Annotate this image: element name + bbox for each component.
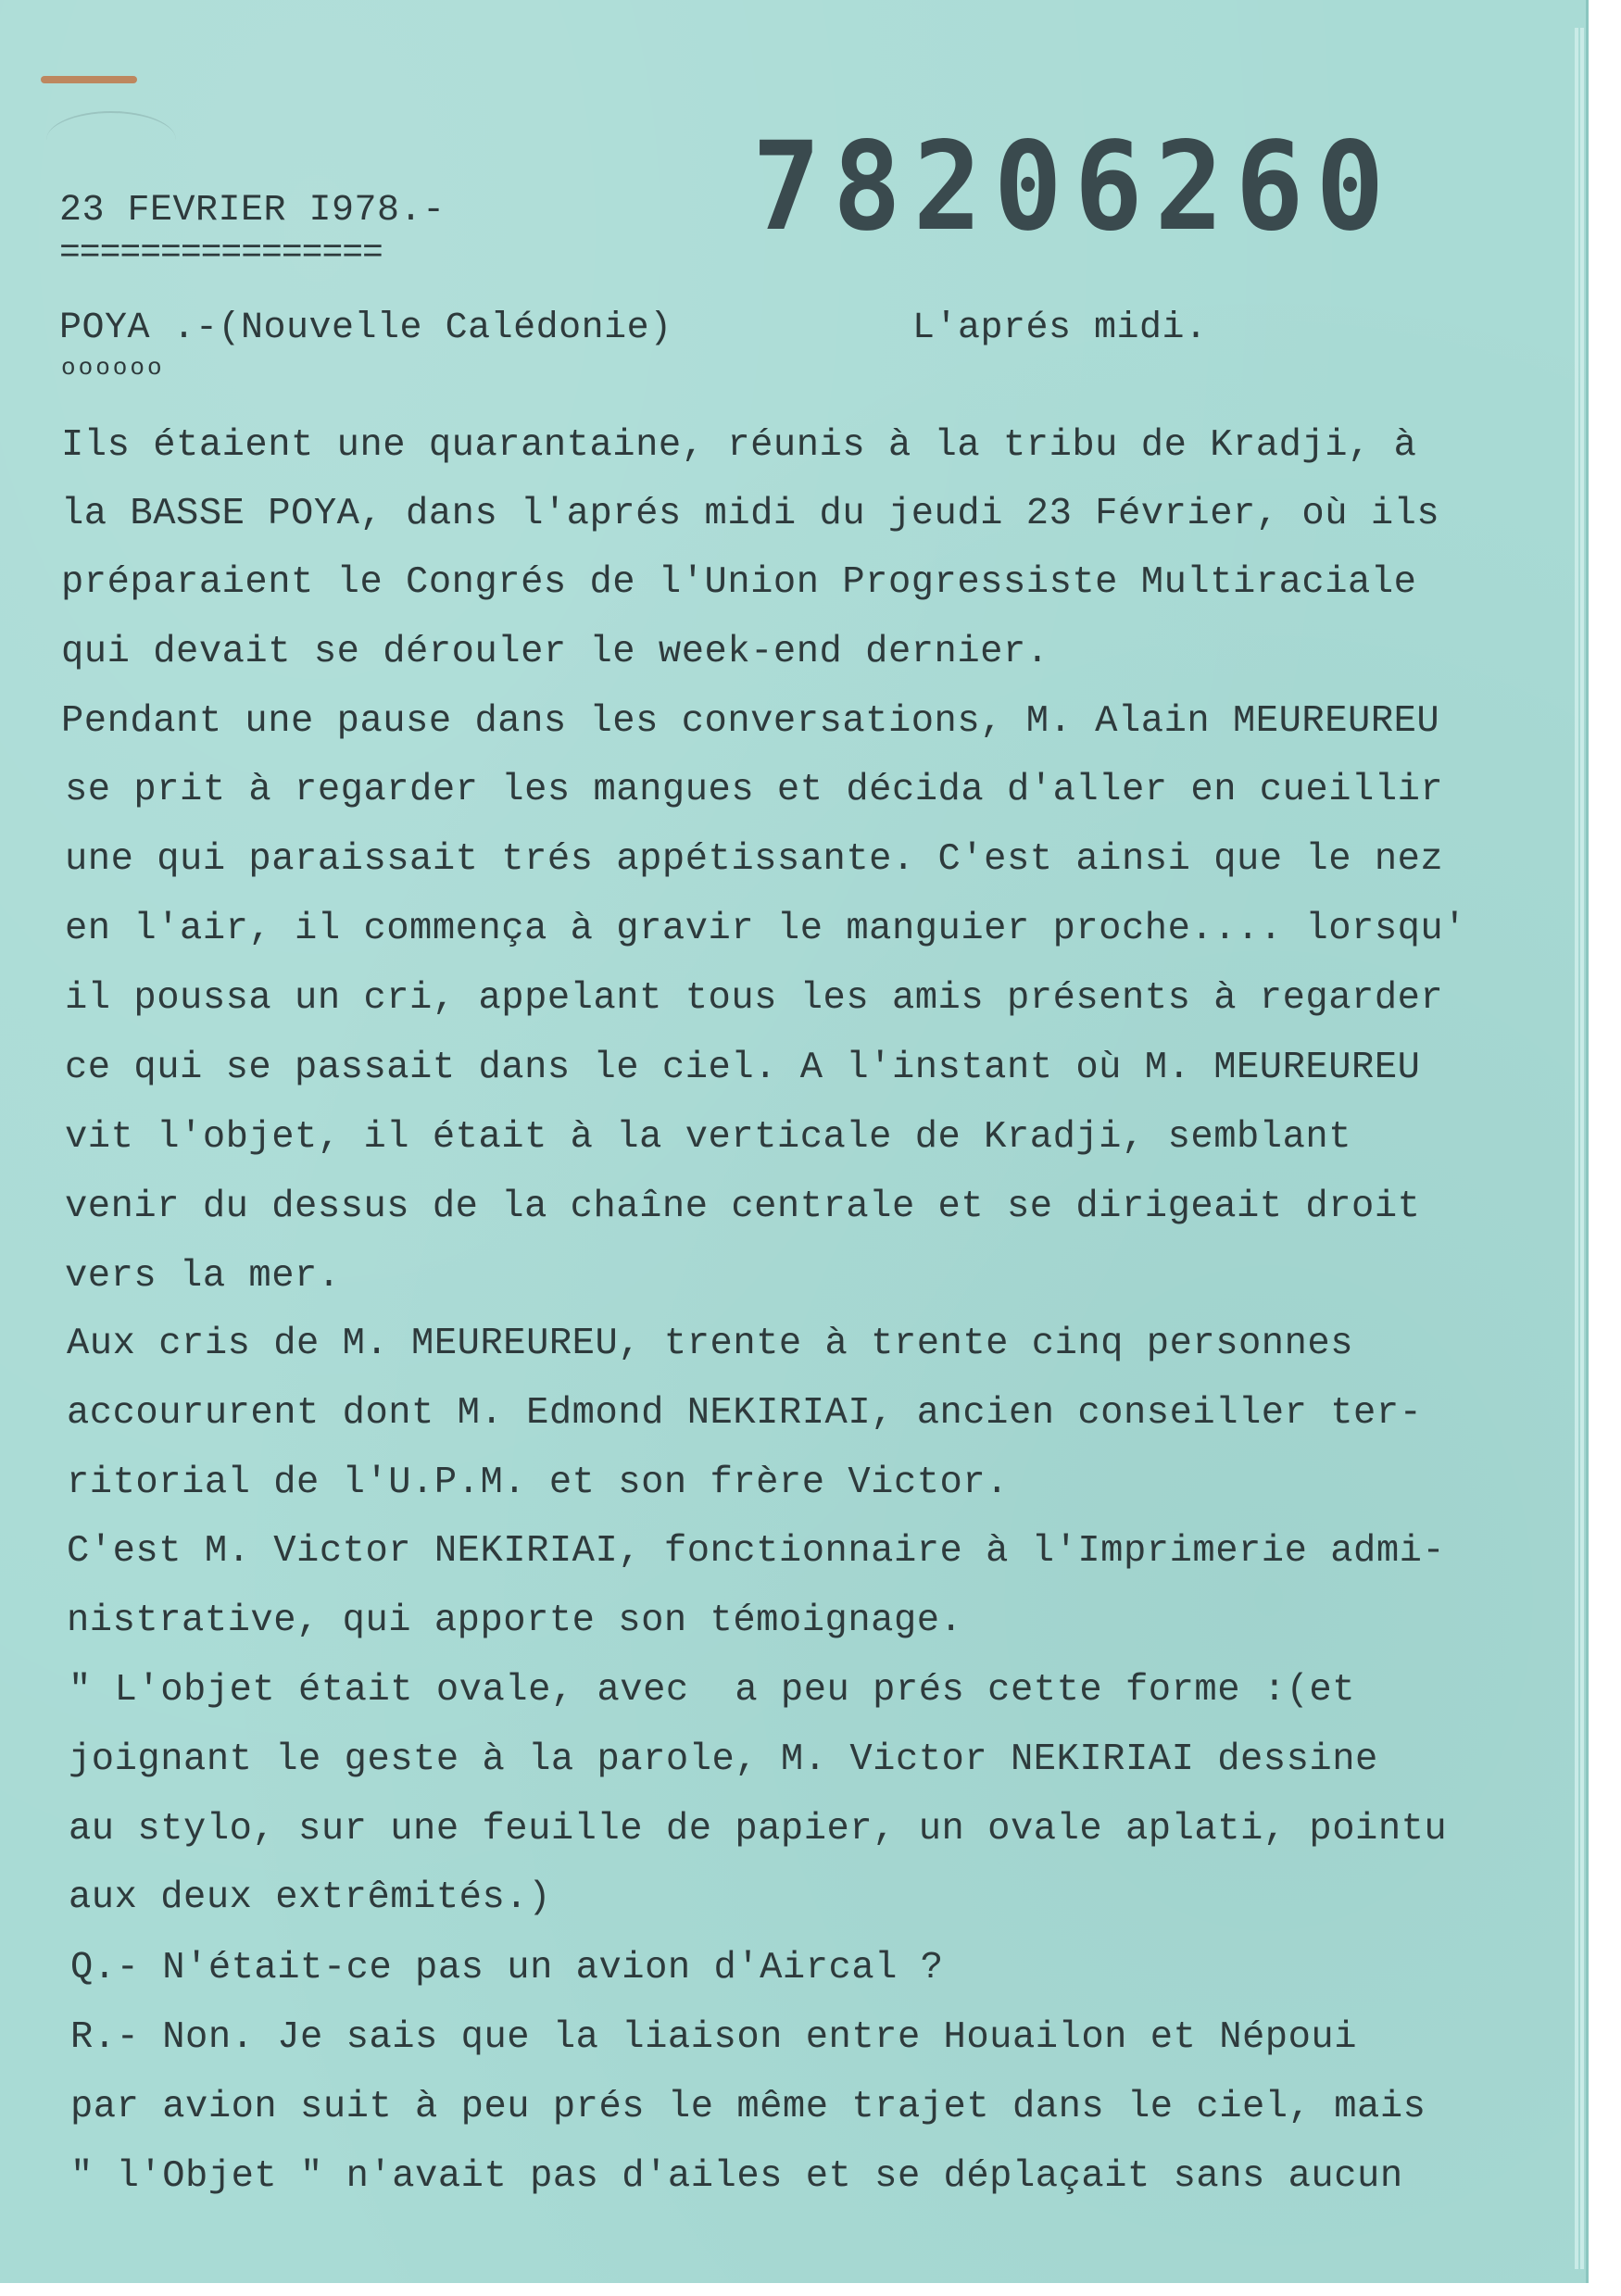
page-edge (1580, 28, 1584, 2269)
body-line: Pendant une pause dans les conversations, M. Alain MEUREUREU (61, 700, 1440, 743)
location-heading: POYA .-(Nouvelle Calédonie) (59, 307, 672, 349)
body-line: par avion suit à peu prés le même trajet dans le ciel, mais (70, 2086, 1426, 2128)
body-line: ce qui se passait dans le ciel. A l'instant où M. MEUREUREU (65, 1047, 1421, 1089)
pencil-smudge (46, 111, 176, 169)
body-line: " L'objet était ovale, avec a peu prés cette forme :(et (69, 1669, 1356, 1712)
body-line: Aux cris de M. MEUREUREU, trente à trente cinq personnes (67, 1323, 1354, 1365)
document-number: 78206260 (752, 116, 1397, 258)
body-line: ritorial de l'U.P.M. et son frère Victor. (67, 1462, 1009, 1504)
body-line: aux deux extrêmités.) (69, 1876, 551, 1919)
body-line: il poussa un cri, appelant tous les amis présents à regarder (65, 977, 1444, 1020)
date-heading: 23 FEVRIER I978.- (59, 190, 446, 232)
body-line: en l'air, il commença à gravir le manguier proche.... lorsqu' (65, 908, 1467, 950)
body-line: nistrative, qui apporte son témoignage. (67, 1600, 963, 1642)
time-of-day: L'aprés midi. (912, 307, 1208, 349)
body-line: vit l'objet, il était à la verticale de Kradji, semblant (65, 1116, 1352, 1159)
body-line: préparaient le Congrés de l'Union Progressiste Multiraciale (61, 561, 1417, 604)
body-line: vers la mer. (65, 1255, 341, 1298)
body-line: Ils étaient une quarantaine, réunis à la tribu de Kradji, à (61, 424, 1417, 467)
body-line: la BASSE POYA, dans l'aprés midi du jeudi 23 Février, où ils (61, 493, 1440, 535)
body-line: venir du dessus de la chaîne centrale et se dirigeait droit (65, 1186, 1421, 1228)
body-line: joignant le geste à la parole, M. Victor NEKIRIAI dessine (69, 1738, 1378, 1781)
location-underline: oooooo (61, 354, 165, 382)
body-line: qui devait se dérouler le week-end dernier. (61, 631, 1049, 673)
body-line: une qui paraissait trés appétissante. C'est ainsi que le nez (65, 838, 1444, 881)
body-line: Q.- N'était-ce pas un avion d'Aircal ? (70, 1947, 944, 1989)
body-line: accoururent dont M. Edmond NEKIRIAI, ancien conseiller ter- (67, 1392, 1423, 1435)
page-edge (1575, 28, 1578, 2269)
body-line: au stylo, sur une feuille de papier, un ovale aplati, pointu (69, 1808, 1448, 1851)
body-line: C'est M. Victor NEKIRIAI, fonctionnaire à l'Imprimerie admi- (67, 1530, 1446, 1573)
date-underline: ================ (59, 233, 383, 273)
body-line: " l'Objet " n'avait pas d'ailes et se déplaçait sans aucun (70, 2155, 1403, 2198)
red-mark (41, 76, 137, 83)
body-line: se prit à regarder les mangues et décida d'aller en cueillir (65, 769, 1444, 811)
body-line: R.- Non. Je sais que la liaison entre Houailon et Népoui (70, 2016, 1358, 2059)
